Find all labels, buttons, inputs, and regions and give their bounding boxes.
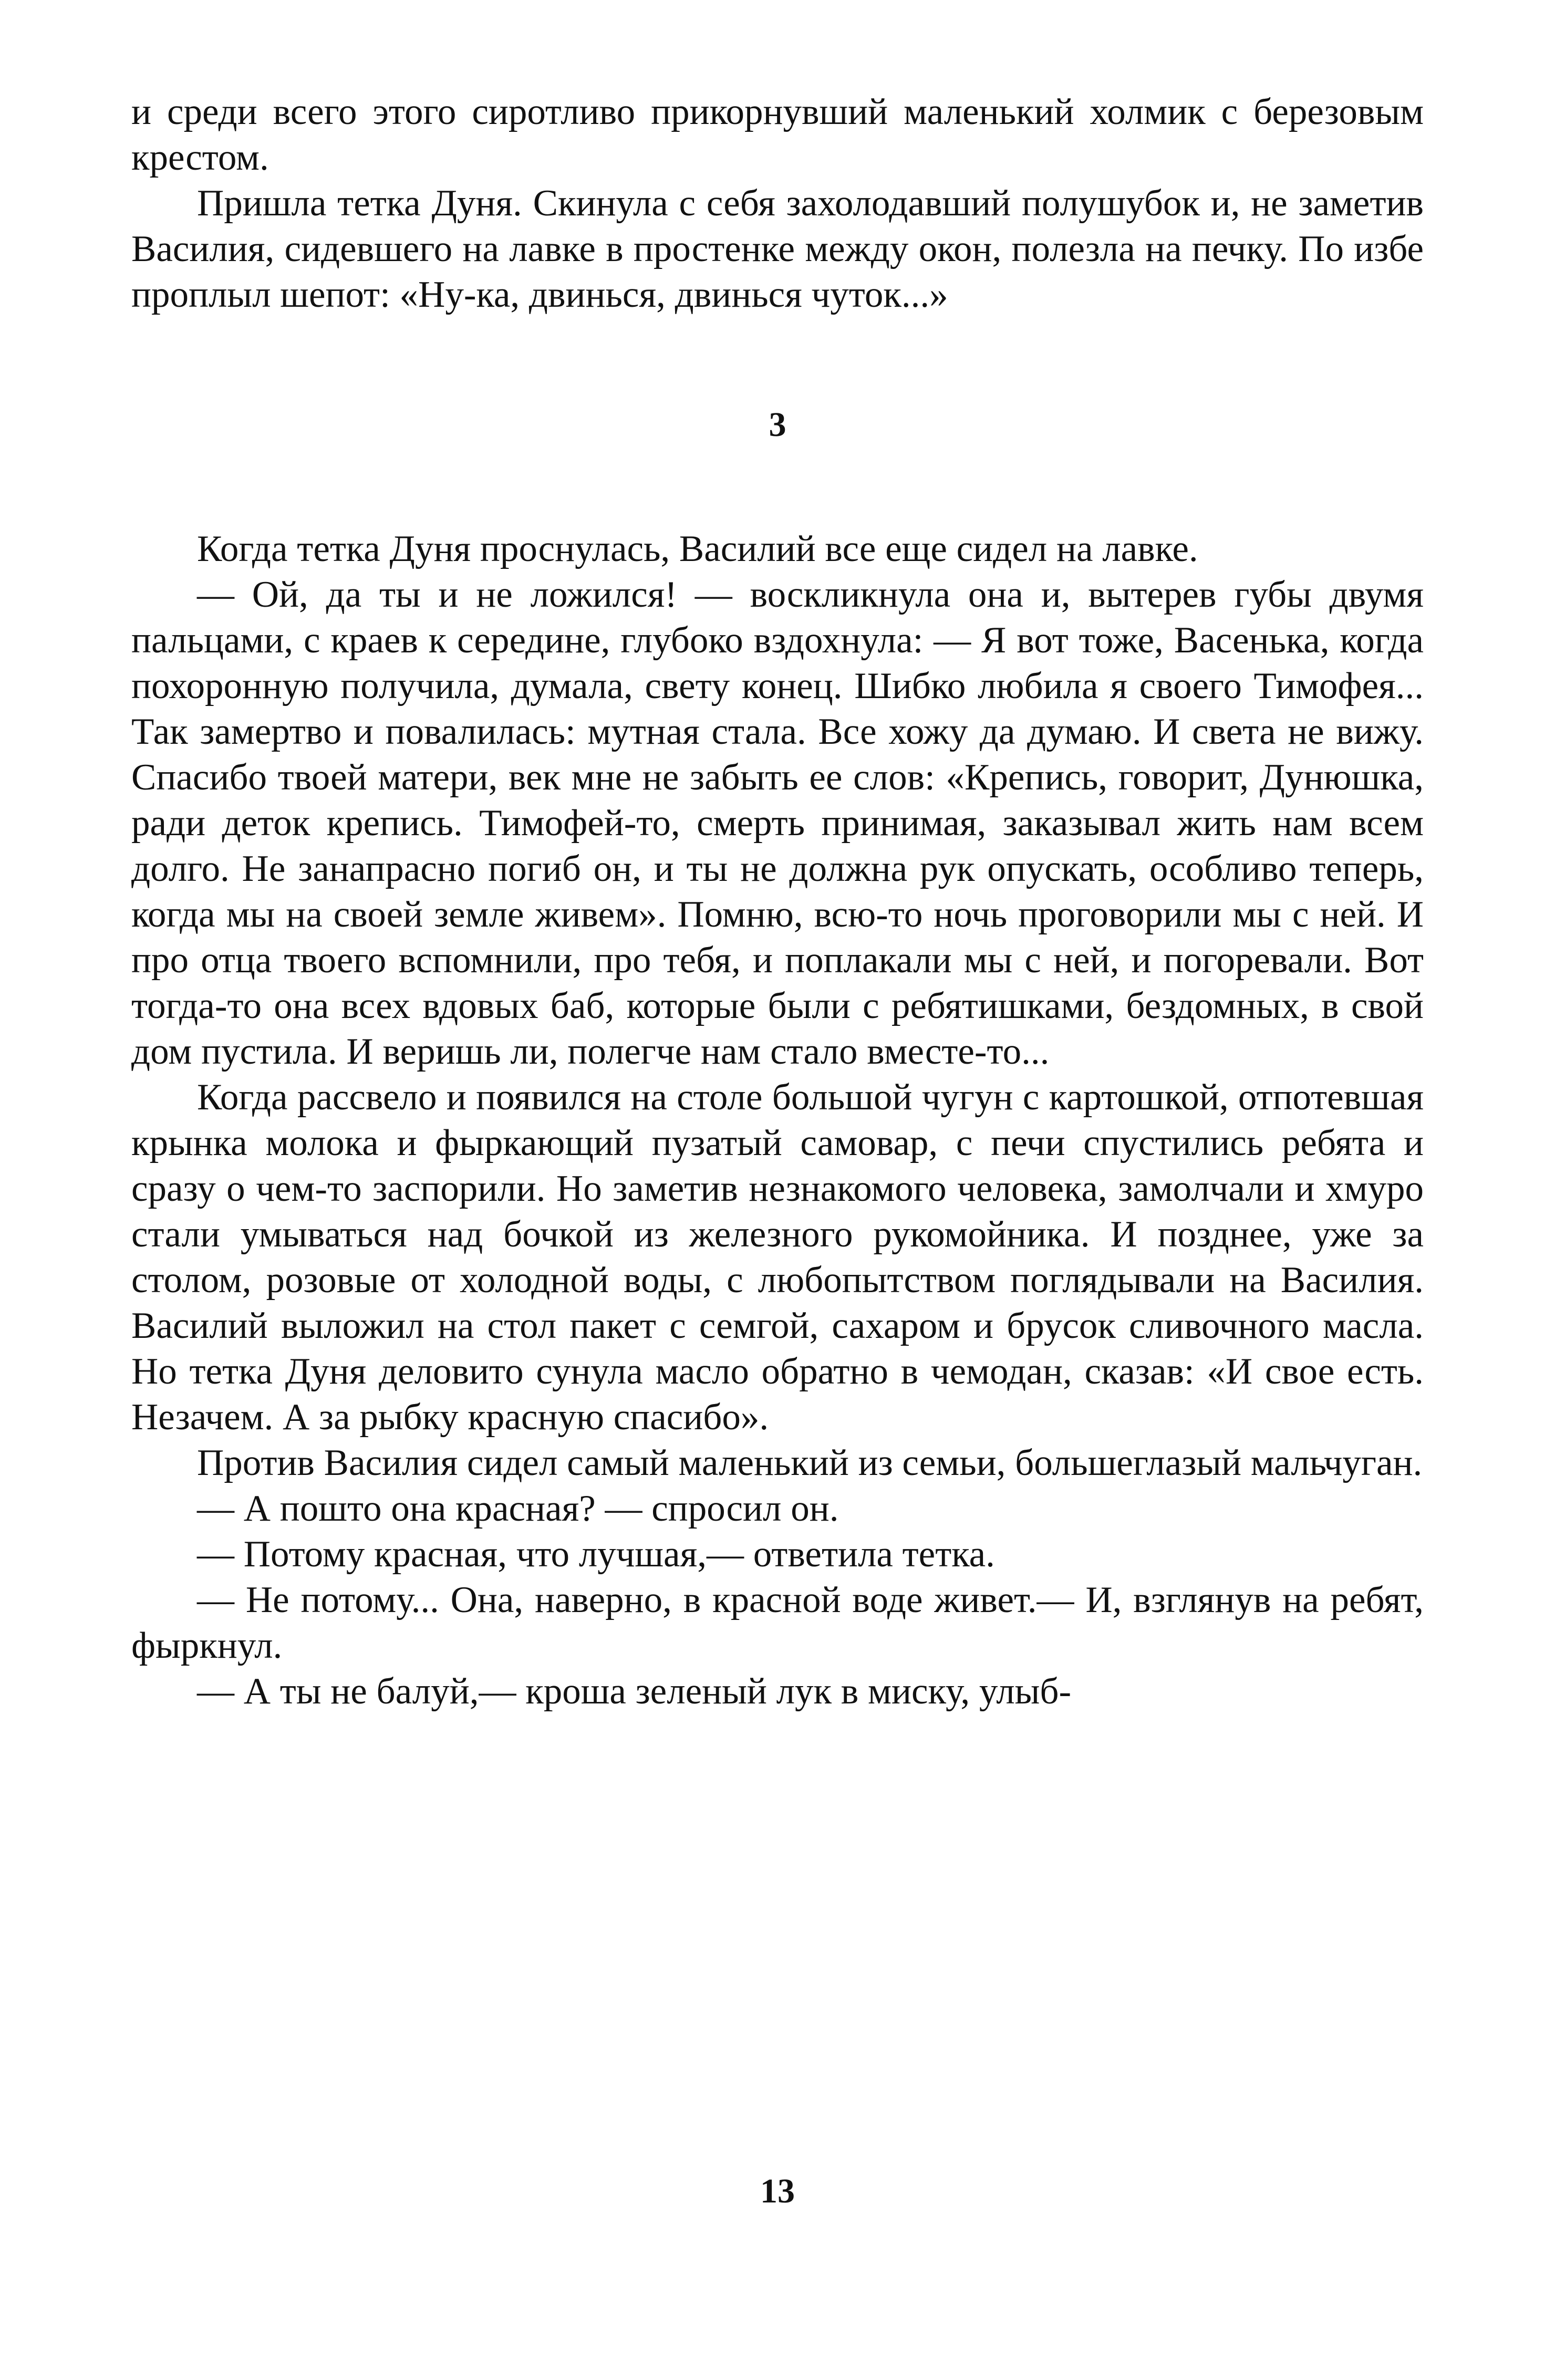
dialogue-paragraph: — Ой, да ты и не ложился! — воскликнула она и, вытерев губы двумя пальцами, с краев к середине, глубоко вздохнула: — Я вот тоже, Васенька, когда похоронную получила, думала, свету конец. Шибко любила я своего Тимофея... Так замертво и повалилась: мутная стала. Все хожу да думаю. И света не вижу. Спасибо твоей матери, век мне не забыть ее слов: «Крепись, говорит, Дунюшка, ради деток крепись. Тимофей-то, смерть принимая, заказывал жить нам всем долго. Не занапрасно погиб он, и ты не должна рук опускать, особливо теперь, когда мы на своей земле живем». Помню, всю-то ночь проговорили мы с ней. И про отца твоего вспомнили, про тебя, и поплакали мы с ней, и погоревали. Вот тогда-то она всех вдовых баб, которые были с ребятишками, бездомных, в свой дом пустила. И веришь ли, полегче нам стало вместе-то...: [131, 574, 1424, 1072]
dialogue-line: — А ты не балуй,— кроша зеленый лук в миску, улыб-: [197, 1671, 1072, 1712]
dialogue-line: — Не потому... Она, наверно, в красной воде живет.— И, взглянув на ребят, фыркнул.: [131, 1579, 1424, 1666]
paragraph: Против Василия сидел самый маленький из семьи, большеглазый мальчуган.: [197, 1442, 1423, 1483]
chapter-number: 3: [769, 406, 786, 444]
dialogue-line: — А пошто она красная? — спросил он.: [197, 1488, 839, 1529]
paragraph: Пришла тетка Дуня. Скинула с себя захолодавший полушубок и, не заметив Василия, сидевшего на лавке в простенке между окон, полезла на печку. По избе проплыл шепот: «Ну-ка, двинься, двинься чуток...»: [131, 183, 1424, 315]
dialogue-line: — Потому красная, что лучшая,— ответила тетка.: [197, 1534, 995, 1575]
paragraph: Когда рассвело и появился на столе большой чугун с картошкой, отпотевшая крынка молока и фыркающий пузатый самовар, с печи спустились ребята и сразу о чем-то заспорили. Но заметив незнакомого человека, замолчали и хмуро стали умываться над бочкой из железного рукомойника. И позднее, уже за столом, розовые от холодной воды, с любопытством поглядывали на Василия. Василий выложил на стол пакет с семгой, сахаром и брусок сливочного масла. Но тетка Дуня деловито сунула масло обратно в чемодан, сказав: «И свое есть. Незачем. А за рыбку красную спасибо».: [131, 1077, 1424, 1438]
book-page-body: [131, 89, 1424, 1714]
paragraph: Когда тетка Дуня проснулась, Василий все еще сидел на лавке.: [197, 528, 1198, 569]
paragraph-continuation: и среди всего этого сиротливо прикорнувший маленький холмик с березовым крестом.: [131, 91, 1424, 178]
page-number: 13: [760, 2172, 795, 2210]
